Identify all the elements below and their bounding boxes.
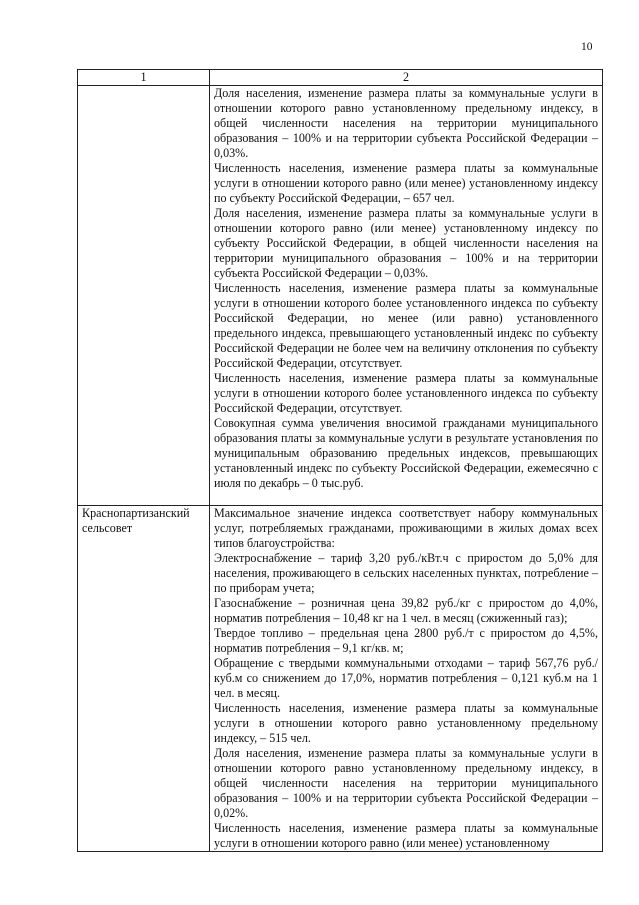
region-cell: Краснопартизанский сельсовет (78, 506, 210, 852)
paragraph: Газоснабжение – розничная цена 39,82 руб./кг с приростом до 4,0%, норматив потребления – 10,48 кг на 1 чел. в месяц (сжиженный газ); (214, 596, 598, 625)
table-row (78, 506, 603, 852)
paragraph: Доля населения, изменение размера платы за коммунальные услуги в отношении которого равно установленному предельному индексу, в общей численности населения на территории муниципального образования – 100% и на территории субъекта Российской Федерации – 0,03%. (214, 86, 598, 160)
paragraph: Численность населения, изменение размера платы за коммунальные услуги в отношении которого равно (или менее) установленному индексу по субъекту Российской Федерации, – 657 чел. (214, 161, 598, 205)
paragraph: Численность населения, изменение размера платы за коммунальные услуги в отношении которого более установленного индекса по субъекту Российской Федерации, но менее (или равно) установленного предельного индекса, превышающего установленный индекс по субъекту Российской Федерации не более чем на величину отклонения по субъекту Российской Федерации, отсутствует. (214, 281, 598, 370)
column-header-2: 2 (210, 70, 603, 86)
table-row (78, 86, 603, 506)
paragraph: Совокупная сумма увеличения вносимой гражданами муниципального образования платы за коммунальные услуги в результате установления по муниципальным образованию предельных индексов, превышающих установленный индекс по субъекту Российской Федерации, ежемесячно с июля по декабрь – 0 тыс.руб. (214, 416, 598, 490)
tariff-table (77, 69, 603, 852)
content-cell (210, 506, 603, 852)
paragraph: Твердое топливо – предельная цена 2800 руб./т с приростом до 4,5%, норматив потребления – 9,1 кг/кв. м; (214, 626, 598, 655)
paragraph: Электроснабжение – тариф 3,20 руб./кВт.ч с приростом до 5,0% для населения, проживающего в сельских населенных пунктах, потребление – по приборам учета; (214, 551, 598, 595)
paragraph: Численность населения, изменение размера платы за коммунальные услуги в отношении которого более установленного индекса по субъекту Российской Федерации, отсутствует. (214, 371, 598, 415)
paragraph: Доля населения, изменение размера платы за коммунальные услуги в отношении которого равно (или менее) установленному индексу по субъекту Российской Федерации, в общей численности населения на территории муниципального образования – 100% и на территории субъекта Российской Федерации – 0,03%. (214, 206, 598, 280)
paragraph: Численность населения, изменение размера платы за коммунальные услуги в отношении которого равно (или менее) установленному (214, 821, 598, 850)
paragraph: Численность населения, изменение размера платы за коммунальные услуги в отношении которого равно установленному предельному индексу, – 515 чел. (214, 701, 598, 745)
column-header-1: 1 (78, 70, 210, 86)
region-cell (78, 86, 210, 506)
content-cell (210, 86, 603, 506)
table-header-row (78, 70, 603, 86)
paragraph: Обращение с твердыми коммунальными отходами – тариф 567,76 руб./куб.м со снижением до 17,0%, норматив потребления – 0,121 куб.м на 1 чел. в месяц. (214, 656, 598, 700)
paragraph: Доля населения, изменение размера платы за коммунальные услуги в отношении которого равно установленному предельному индексу, в общей численности населения на территории муниципального образования – 100% и на территории субъекта Российской Федерации – 0,02%. (214, 746, 598, 820)
page-number: 10 (581, 41, 593, 53)
paragraph: Максимальное значение индекса соответствует набору коммунальных услуг, потребляемых гражданами, проживающими в жилых домах всех типов благоустройства: (214, 506, 598, 550)
